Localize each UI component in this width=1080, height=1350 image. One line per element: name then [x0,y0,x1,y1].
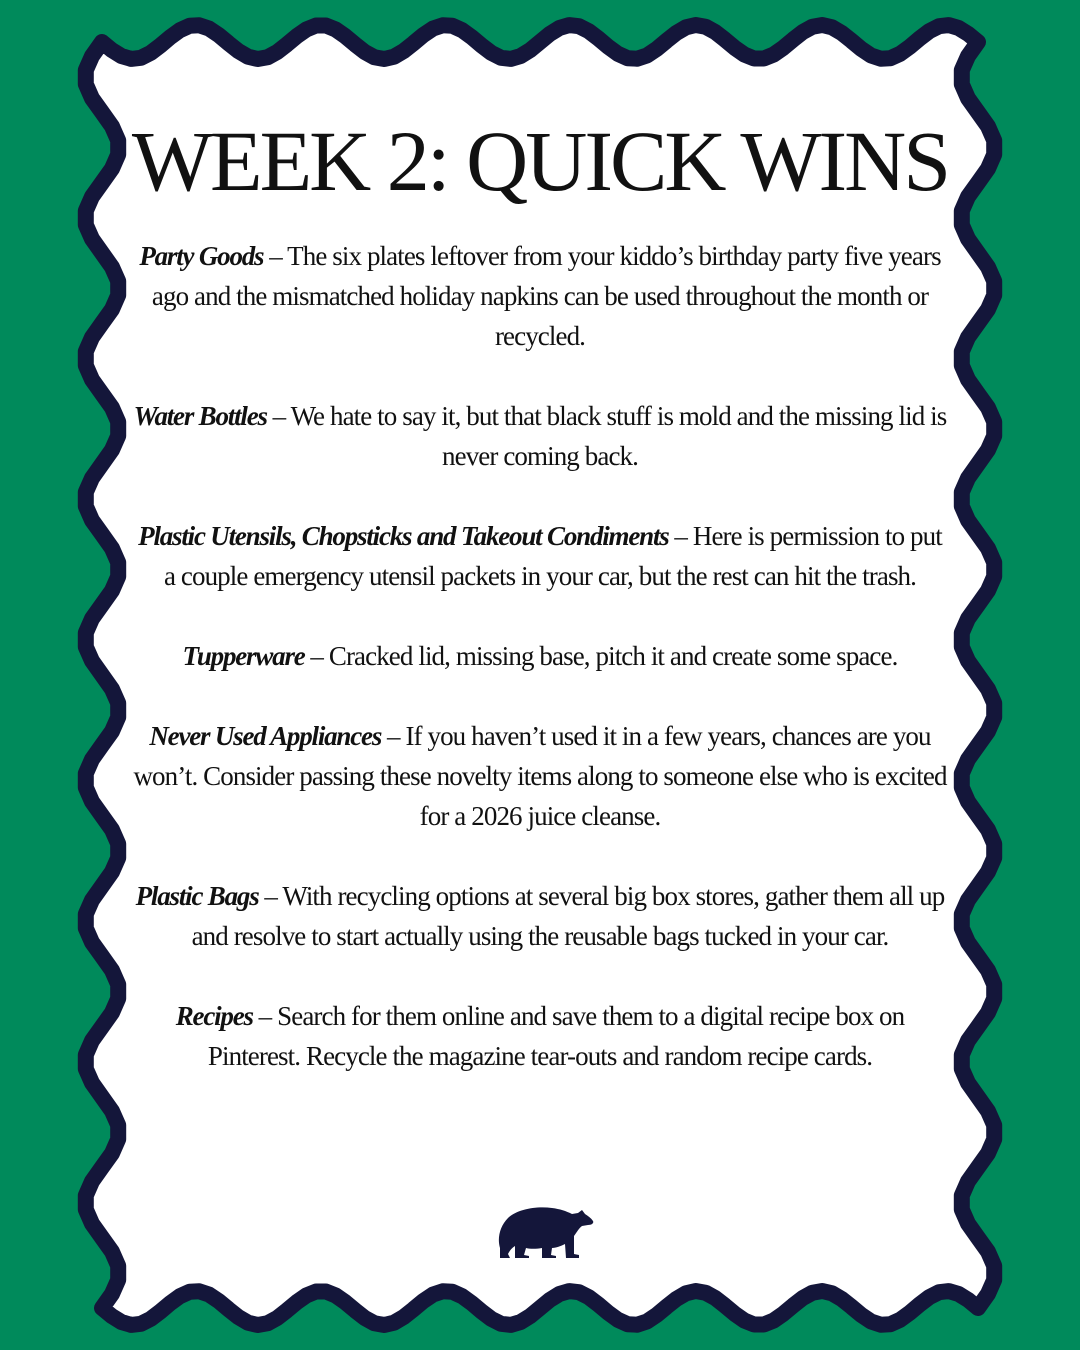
item-text: The six plates leftover from your kiddo’s birthday party five years ago and the mismatched holiday napkins can be used throughout the month or recycled. [151,241,941,351]
item-separator: – [263,241,288,271]
item-separator: – [668,521,693,551]
page-title: WEEK 2: QUICK WINS [131,113,949,209]
list-item [130,396,950,476]
item-text: Here is permission to put a couple emergency utensil packets in your car, but the rest can hit the trash. [163,521,942,591]
tips-list [130,236,950,1076]
item-text: Search for them online and save them to a digital recipe box on Pinterest. Recycle the magazine tear-outs and random recipe cards. [207,1001,905,1071]
content-panel [130,113,950,1116]
item-label: Recipes [175,1001,253,1031]
item-separator: – [304,641,329,671]
list-item [130,996,950,1076]
list-item [130,716,950,836]
item-text: With recycling options at several big box stores, gather them all up and resolve to start actually using the reusable bags tucked in your car. [191,881,945,951]
item-label: Plastic Utensils, Chopsticks and Takeout Condiments [138,521,669,551]
item-text: If you haven’t used it in a few years, chances are you won’t. Consider passing these novelty items along to someone else who is excited for a 2026 juice cleanse. [133,721,947,831]
list-item [130,876,950,956]
item-separator: – [381,721,406,751]
list-item [130,516,950,596]
item-label: Never Used Appliances [149,721,382,751]
item-label: Plastic Bags [135,881,259,911]
list-item [130,636,950,676]
item-label: Party Goods [139,241,264,271]
item-label: Water Bottles [133,401,267,431]
item-text: We hate to say it, but that black stuff is mold and the missing lid is never coming back. [290,401,947,471]
bear-icon [496,1202,596,1260]
item-label: Tupperware [182,641,305,671]
item-separator: – [266,401,291,431]
list-item [130,236,950,356]
item-text: Cracked lid, missing base, pitch it and create some space. [328,641,898,671]
item-separator: – [252,1001,278,1031]
item-separator: – [258,881,283,911]
